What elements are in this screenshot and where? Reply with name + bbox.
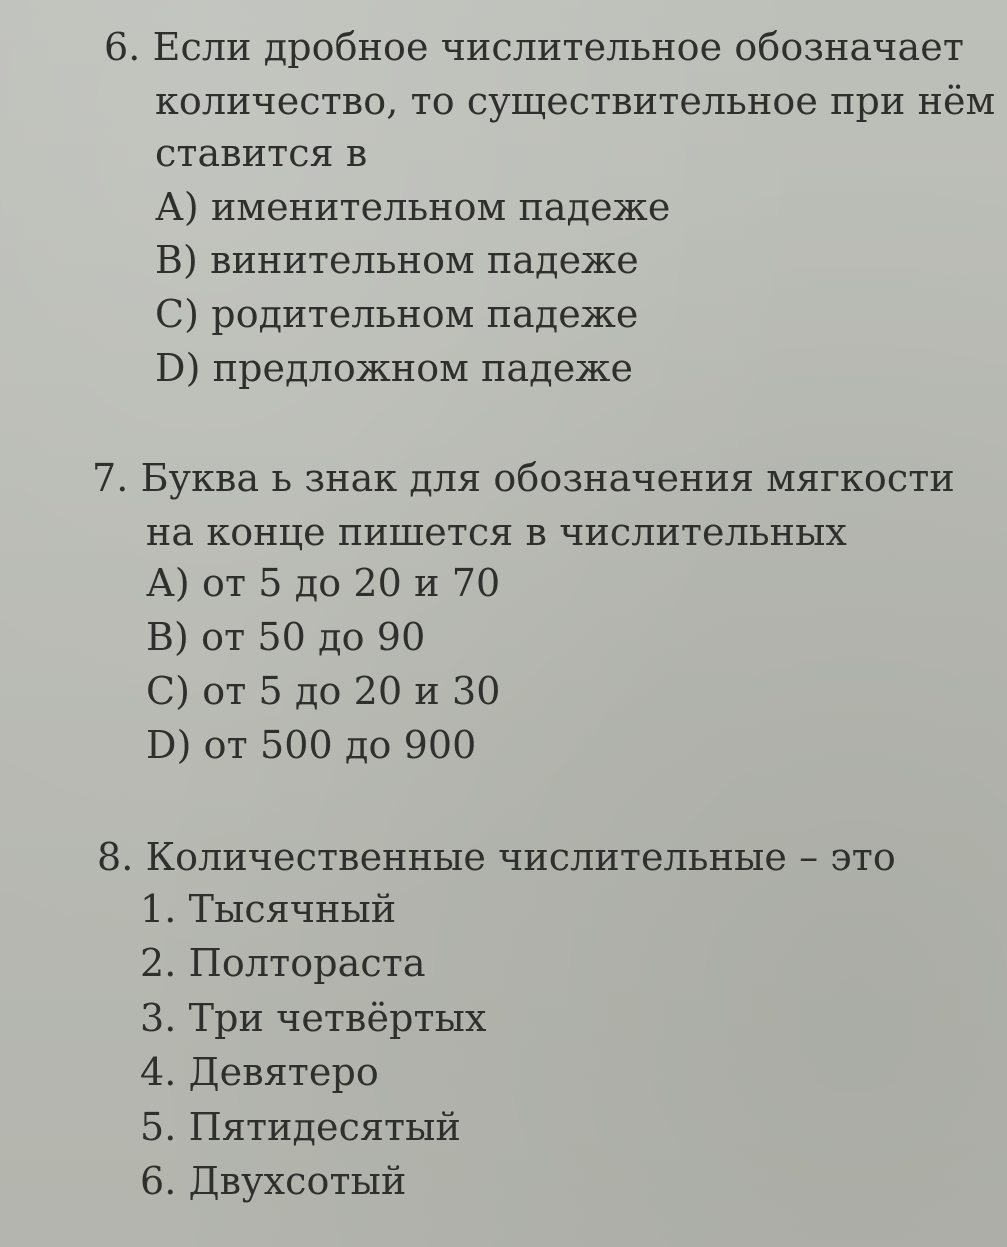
question-6-option-a: А) именительном падеже <box>155 185 671 229</box>
question-7-option-c: С) от 5 до 20 и 30 <box>146 669 501 713</box>
question-8-option-5: 5. Пятидесятый <box>140 1105 461 1149</box>
question-7-option-d: D) от 500 до 900 <box>146 723 477 767</box>
question-8-option-3: 3. Три четвёртых <box>140 996 487 1040</box>
question-7-line-2: на конце пишется в числительных <box>146 510 847 554</box>
question-8-option-2: 2. Полтораста <box>140 941 426 985</box>
question-8-option-4: 4. Девятеро <box>140 1050 379 1094</box>
question-6-option-d: D) предложном падеже <box>155 346 634 390</box>
question-6-line-1: 6. Если дробное числительное обозначает <box>104 25 964 69</box>
question-8-option-6: 6. Двухсотый <box>140 1159 407 1203</box>
question-6-option-b: В) винительном падеже <box>155 238 639 282</box>
question-7-option-a: А) от 5 до 20 и 70 <box>146 561 501 605</box>
question-6-option-c: С) родительном падеже <box>155 292 639 336</box>
question-6-line-2: количество, то существительное при нём <box>155 79 996 123</box>
question-7-option-b: В) от 50 до 90 <box>146 615 426 659</box>
question-6-line-3: ставится в <box>155 131 368 175</box>
question-8-line-1: 8. Количественные числительные – это <box>97 835 896 879</box>
question-7-line-1: 7. Буква ь знак для обозначения мягкости <box>92 456 955 500</box>
question-8-option-1: 1. Тысячный <box>140 887 397 931</box>
